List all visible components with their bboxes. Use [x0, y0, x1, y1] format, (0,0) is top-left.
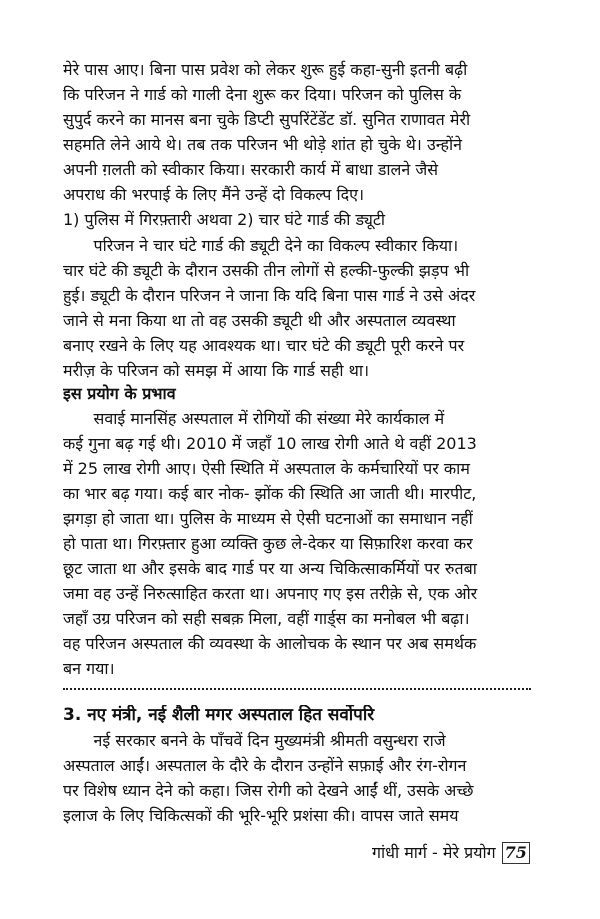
text-line: कई गुना बढ़ गई थी। 2010 में जहाँ 10 लाख रोगी आते थे वहीं 2013: [63, 434, 477, 453]
text-line: चार घंटे की ड्यूटी के दौरान उसकी तीन लोगों से हल्की-फुल्की झड़प भी: [63, 261, 470, 280]
text-line: जमा वह उन्हें निरुत्साहित करता था। अपनाए गए इस तरीक़े से, एक ओर: [63, 584, 478, 603]
text-line: सवाई मानसिंह अस्पताल में रोगियों की संख्या मेरे कार्यकाल में: [63, 409, 445, 428]
running-title: गांधी मार्ग - मेरे प्रयोग: [372, 843, 496, 862]
text-line: मेरे पास आए। बिना पास प्रवेश को लेकर शुरू हुई कहा-सुनी इतनी बढ़ी: [63, 60, 468, 79]
text-line: इलाज के लिए चिकित्सकों की भूरि-भूरि प्रशंसा की। वापस जाते समय: [63, 806, 459, 825]
text-line: का भार बढ़ गया। कई बार नोक- झोंक की स्थिति आ जाती थी। मारपीट,: [63, 484, 477, 503]
text-line: अपराध की भरपाई के लिए मैंने उन्हें दो विकल्प दिए।: [63, 185, 365, 204]
page-footer: [372, 842, 542, 864]
dotted-divider: [63, 688, 531, 690]
chapter-heading: 3. नए मंत्री, नई शैली मगर अस्पताल हित सर्वोपरि: [63, 705, 375, 725]
text-line: नई सरकार बनने के पाँचवें दिन मुख्यमंत्री श्रीमती वसुन्धरा राजे: [63, 731, 446, 750]
text-line: कि परिजन ने गार्ड को गाली देना शुरू कर दिया। परिजन को पुलिस के: [63, 85, 462, 104]
text-line: सुपुर्द करने का मानस बना चुके डिप्टी सुपरिंटेंडेंट डॉ. सुनित राणावत मेरी: [63, 110, 471, 129]
section-heading: इस प्रयोग के प्रभाव: [63, 384, 176, 403]
text-line: बन गया।: [63, 659, 115, 678]
text-line: जाने से मना किया था तो वह उसकी ड्यूटी थी और अस्पताल व्यवस्था: [63, 311, 456, 330]
text-line: वह परिजन अस्पताल की व्यवस्था के आलोचक के स्थान पर अब समर्थक: [63, 634, 477, 653]
text-line: परिजन ने चार घंटे गार्ड की ड्यूटी देने का विकल्प स्वीकार किया।: [63, 236, 459, 255]
text-line: 1) पुलिस में गिरफ़्तारी अथवा 2) चार घंटे गार्ड की ड्यूटी: [63, 210, 386, 229]
text-line: में 25 लाख रोगी आए। ऐसी स्थिति में अस्पताल के कर्मचारियों पर काम: [63, 459, 470, 478]
text-line: झगड़ा हो जाता था। पुलिस के माध्यम से ऐसी घटनाओं का समाधान नहीं: [63, 509, 473, 528]
text-line: अपनी ग़लती को स्वीकार किया। सरकारी कार्य में बाधा डालने जैसे: [63, 160, 439, 179]
text-line: बनाए रखने के लिए यह आवश्यक था। चार घंटे की ड्यूटी पूरी करने पर: [63, 336, 465, 355]
text-line: पर विशेष ध्यान देने को कहा। जिस रोगी को देखने आईं थीं, उसके अच्छे: [63, 781, 474, 800]
text-line: सहमति लेने आये थे। तब तक परिजन भी थोड़े शांत हो चुके थे। उन्होंने: [63, 135, 463, 154]
text-line: छूट जाता था और इसके बाद गार्ड पर या अन्य चिकित्साकर्मियों पर रुतबा: [63, 559, 477, 578]
page-number: 75: [502, 842, 530, 864]
text-line: अस्पताल आईं। अस्पताल के दौरे के दौरान उन्होंने सफ़ाई और रंग-रोगन: [63, 756, 467, 775]
text-line: मरीज़ के परिजन को समझ में आया कि गार्ड सही था।: [63, 361, 370, 380]
text-line: हुई। ड्यूटी के दौरान परिजन ने जाना कि यदि बिना पास गार्ड ने उसे अंदर: [63, 286, 476, 305]
text-line: जहाँ उग्र परिजन को सही सबक़ मिला, वहीं गार्ड्स का मनोबल भी बढ़ा।: [63, 609, 470, 628]
text-line: हो पाता था। गिरफ़्तार हुआ व्यक्ति कुछ ले-देकर या सिफ़ारिश करवा कर: [63, 534, 473, 553]
